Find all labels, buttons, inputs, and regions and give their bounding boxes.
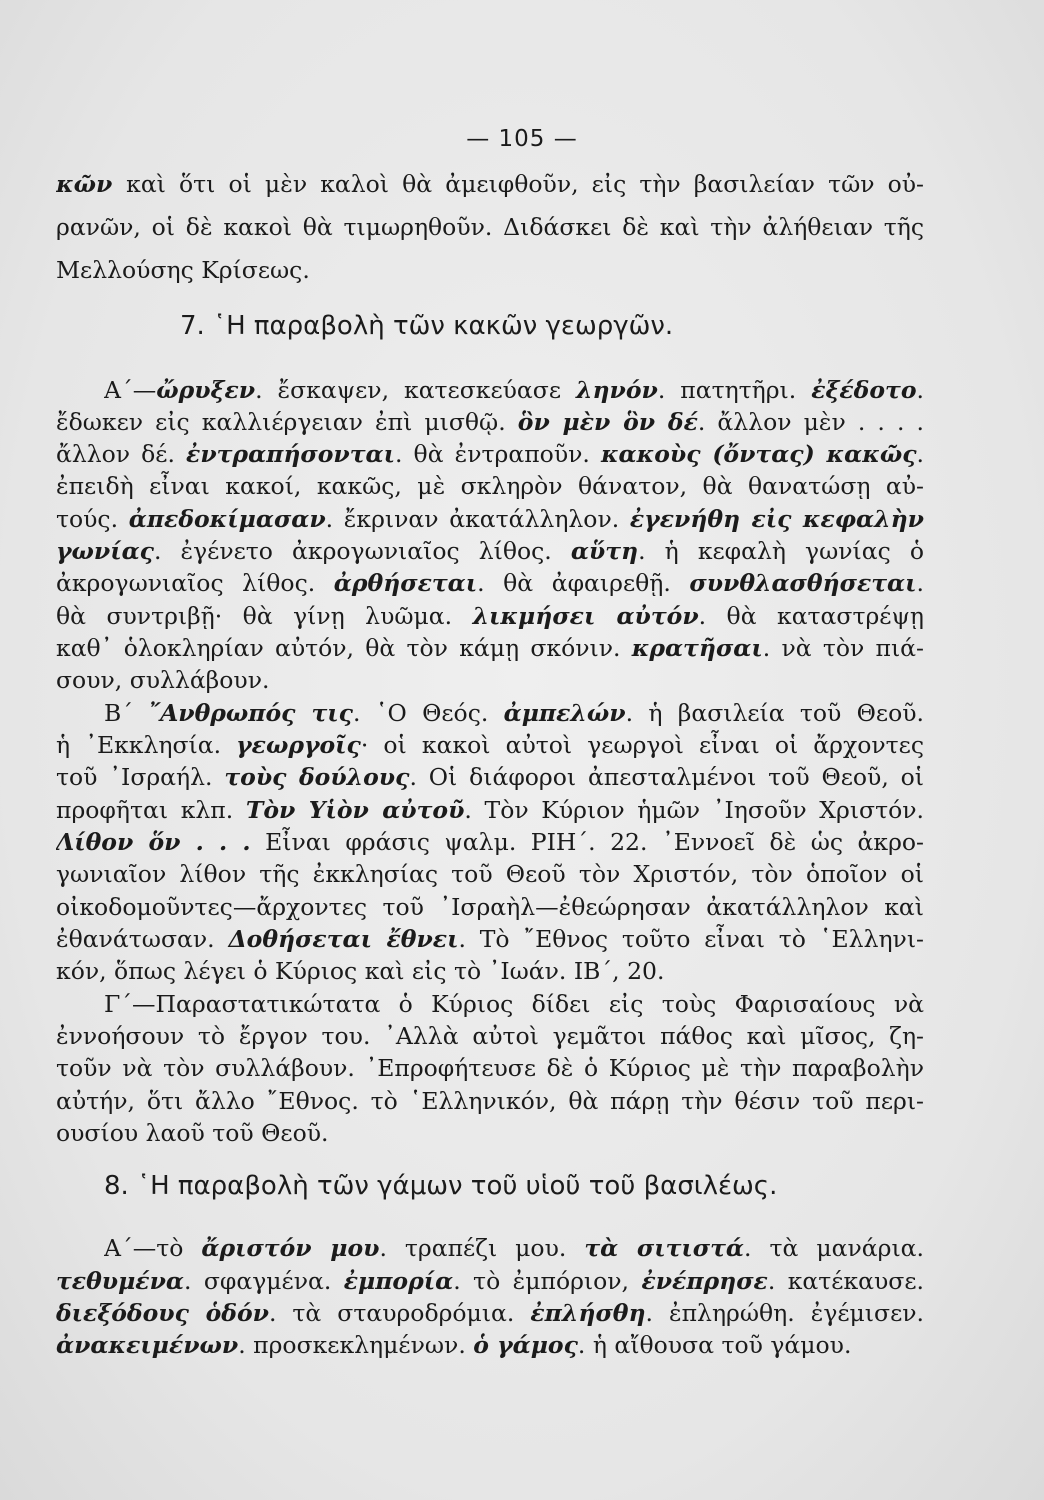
line-text: . θὰ ἐντραποῦν. xyxy=(395,440,601,468)
line-text: . Τὸν Κύριον ἡμῶν ᾽Ιησοῦν Χριστόν. xyxy=(464,796,924,824)
text-line xyxy=(56,1265,924,1297)
line-text: ἐννοήσουν τὸ ἔργον του. ᾽Αλλὰ αὐτοὶ γεμᾶτοι πάθος καὶ μῖσος, ζη- xyxy=(56,1022,924,1050)
glossed-term: ἐπλήσθη xyxy=(530,1299,646,1327)
glossed-term: ὤρυξεν xyxy=(156,376,256,404)
glossed-term: ἀρθήσεται xyxy=(333,569,478,597)
line-text: Γ΄—Παραστατικώτατα ὁ Κύριος δίδει εἰς τοὺς Φαρισαίους νὰ xyxy=(104,990,924,1018)
text-line xyxy=(56,567,924,599)
line-text: κόν, ὅπως λέγει ὁ Κύριος καὶ εἰς τὸ ᾽Ιωάν. ΙΒ΄, 20. xyxy=(56,957,665,985)
line-text: . προσκεκλημένων. xyxy=(238,1331,474,1359)
line-text: . τὰ σταυροδρόμια. xyxy=(268,1299,531,1327)
line-text: . τὰ μανάρια. xyxy=(744,1234,924,1262)
glossed-term: ἐξέδοτο xyxy=(811,376,917,404)
glossed-term: γεωργοῖς xyxy=(236,731,361,759)
glossed-term: κακοὺς (ὄντας) κακῶς xyxy=(600,440,917,468)
line-text: ἔδωκεν εἰς καλλιέργειαν ἐπὶ μισθῷ. xyxy=(56,408,518,436)
glossed-term: ἐντραπήσονται xyxy=(186,440,396,468)
glossed-term: λικμήσει αὐτόν xyxy=(472,602,699,630)
line-text: ἄλλον δέ. xyxy=(56,440,187,468)
line-text: θὰ συντριβῇ· θὰ γίνῃ λυῶμα. xyxy=(56,602,473,630)
line-text: . σφαγμένα. xyxy=(183,1267,344,1295)
text-line xyxy=(56,503,924,535)
line-text: . θὰ καταστρέψῃ xyxy=(698,602,924,630)
text-line xyxy=(56,729,924,761)
line-text: σουν, συλλάβουν. xyxy=(56,666,270,694)
line-text: ἐθανάτωσαν. xyxy=(56,925,229,953)
line-text: αὐτήν, ὅτι ἄλλο ῎Εθνος. τὸ ῾Ελληνικόν, θὰ πάρῃ τὴν θέσιν τοῦ περι- xyxy=(56,1087,924,1115)
glossed-term: ἄριστόν μου xyxy=(201,1234,380,1262)
line-text: . xyxy=(916,376,924,404)
line-text: Β΄ xyxy=(104,699,149,727)
glossed-term: αὕτη xyxy=(570,537,639,565)
text-line xyxy=(56,470,924,502)
glossed-term: ἀπεδοκίμασαν xyxy=(128,505,326,533)
text-line xyxy=(104,988,924,1020)
text-line xyxy=(56,1052,924,1084)
line-text: . ἡ βασιλεία τοῦ Θεοῦ. xyxy=(625,699,924,727)
line-text: ἐπειδὴ εἶναι κακοί, κακῶς, μὲ σκληρὸν θάνατον, θὰ θανατώσῃ αὐ- xyxy=(56,472,924,500)
text-line xyxy=(56,923,924,955)
glossed-term: ῎Ανθρωπός τις xyxy=(148,699,353,727)
text-line xyxy=(56,211,924,243)
glossed-term: ὃν μὲν ὃν δέ xyxy=(517,408,698,436)
text-line xyxy=(56,858,924,890)
line-text: . xyxy=(916,569,924,597)
text-line xyxy=(56,600,924,632)
text-line xyxy=(104,1232,924,1264)
glossed-term: ληνόν xyxy=(575,376,658,404)
glossed-term: Λίθον ὅν . . . xyxy=(56,828,251,856)
glossed-term: Τὸν Υἱὸν αὐτοῦ xyxy=(245,796,465,824)
line-text: . ἔκριναν ἀκατάλληλον. xyxy=(325,505,630,533)
glossed-term: ἀμπελών xyxy=(503,699,626,727)
glossed-term: διεξόδους ὁδόν xyxy=(56,1299,269,1327)
text-line xyxy=(56,406,924,438)
line-text: . νὰ τὸν πιά- xyxy=(762,634,924,662)
line-text: προφῆται κλπ. xyxy=(56,796,246,824)
line-text: . ἡ κεφαλὴ γωνίας ὁ xyxy=(638,537,924,565)
line-text: Εἶναι φράσις ψαλμ. ΡΙΗ΄. 22. ᾽Εννοεῖ δὲ ὡς ἀκρο- xyxy=(250,828,924,856)
text-line xyxy=(56,794,924,826)
text-line xyxy=(56,1329,924,1361)
line-text: . ῾Ο Θεός. xyxy=(353,699,504,727)
line-text: . ἐπληρώθη. ἐγέμισεν. xyxy=(645,1299,924,1327)
text-line xyxy=(104,374,924,406)
glossed-term: ἐνέπρησε xyxy=(641,1267,768,1295)
line-text: . Τὸ ῎Εθνος τοῦτο εἶναι τὸ ῾Ελληνι- xyxy=(458,925,924,953)
line-text: . πατητῆρι. xyxy=(657,376,812,404)
line-text: ρανῶν, οἱ δὲ κακοὶ θὰ τιμωρηθοῦν. Διδάσκει δὲ καὶ τὴν ἀλήθειαν τῆς xyxy=(56,213,924,241)
text-line xyxy=(56,891,924,923)
line-text: ἡ ᾽Εκκλησία. xyxy=(56,731,237,759)
line-text: . ἡ αἴθουσα τοῦ γάμου. xyxy=(577,1331,852,1359)
text-line xyxy=(56,761,924,793)
glossed-term: κρατῆσαι xyxy=(631,634,763,662)
text-line xyxy=(56,826,924,858)
glossed-term: τοὺς δούλους xyxy=(224,763,410,791)
glossed-term: ἐμπορία xyxy=(343,1267,454,1295)
text-line xyxy=(56,1020,924,1052)
line-text: . θὰ ἀφαιρεθῇ. xyxy=(477,569,690,597)
text-line xyxy=(56,168,924,200)
line-text: . ἔσκαψεν, κατεσκεύασε xyxy=(255,376,576,404)
line-text: . τραπέζι μου. xyxy=(379,1234,585,1262)
line-text: καθ᾽ ὁλοκληρίαν αὐτόν, θὰ τὸν κάμῃ σκόνιν. xyxy=(56,634,632,662)
glossed-term: γωνίας xyxy=(56,537,154,565)
glossed-term: συνθλασθήσεται xyxy=(689,569,917,597)
page-number: — 105 — xyxy=(466,126,578,152)
line-text: . ἄλλον μὲν . . . . xyxy=(697,408,924,436)
glossed-term: τὰ σιτιστά xyxy=(584,1234,745,1262)
text-line xyxy=(56,254,924,286)
text-line xyxy=(56,632,924,664)
glossed-term: ἐγενήθη εἰς κεφαλὴν xyxy=(629,505,924,533)
line-text: . ἐγένετο ἀκρογωνιαῖος λίθος. xyxy=(153,537,571,565)
line-text: . Οἱ διάφοροι ἀπεσταλμένοι τοῦ Θεοῦ, οἱ xyxy=(409,763,924,791)
text-line xyxy=(56,955,924,987)
line-text: τούς. xyxy=(56,505,129,533)
line-text: καὶ ὅτι οἱ μὲν καλοὶ θὰ ἀμειφθοῦν, εἰς τὴν βασιλείαν τῶν οὐ- xyxy=(126,170,924,198)
glossed-term: κῶν xyxy=(56,170,127,198)
line-text: . τὸ ἐμπόριον, xyxy=(453,1267,642,1295)
text-line xyxy=(56,1297,924,1329)
line-text: Α΄—τὸ xyxy=(104,1234,202,1262)
line-text: · οἱ κακοὶ αὐτοὶ γεωργοὶ εἶναι οἱ ἄρχοντες xyxy=(360,731,924,759)
line-text: ουσίου λαοῦ τοῦ Θεοῦ. xyxy=(56,1119,329,1147)
line-text: ἀκρογωνιαῖος λίθος. xyxy=(56,569,334,597)
line-text: . xyxy=(916,440,924,468)
line-text: οἰκοδομοῦντες—ἄρχοντες τοῦ ᾽Ισραὴλ—ἐθεώρησαν ἀκατάλληλον καὶ xyxy=(56,893,924,921)
text-line xyxy=(56,438,924,470)
glossed-term: τεθυμένα xyxy=(56,1267,184,1295)
glossed-term: ὁ γάμος xyxy=(473,1331,578,1359)
line-text: τοῦ ᾽Ισραήλ. xyxy=(56,763,225,791)
text-line xyxy=(56,1117,924,1149)
text-line xyxy=(56,535,924,567)
section-heading-7: 7. ῾Η παραβολὴ τῶν κακῶν γεωργῶν. xyxy=(180,311,674,341)
text-line xyxy=(104,697,924,729)
line-text: . κατέκαυσε. xyxy=(767,1267,924,1295)
line-text: γωνιαῖον λίθον τῆς ἐκκλησίας τοῦ Θεοῦ τὸν Χριστόν, τὸν ὁποῖον οἱ xyxy=(56,860,924,888)
glossed-term: ἀνακειμένων xyxy=(56,1331,239,1359)
line-text: τοῦν νὰ τὸν συλλάβουν. ᾽Επροφήτευσε δὲ ὁ Κύριος μὲ τὴν παραβολὴν xyxy=(56,1054,924,1082)
line-text: Μελλούσης Κρίσεως. xyxy=(56,256,310,284)
line-text: Α΄— xyxy=(104,376,157,404)
text-line xyxy=(56,664,924,696)
section-heading-8: 8. ῾Η παραβολὴ τῶν γάμων τοῦ υἱοῦ τοῦ βασιλέως. xyxy=(104,1171,778,1201)
glossed-term: Δοθήσεται ἔθνει xyxy=(228,925,459,953)
text-line xyxy=(56,1085,924,1117)
